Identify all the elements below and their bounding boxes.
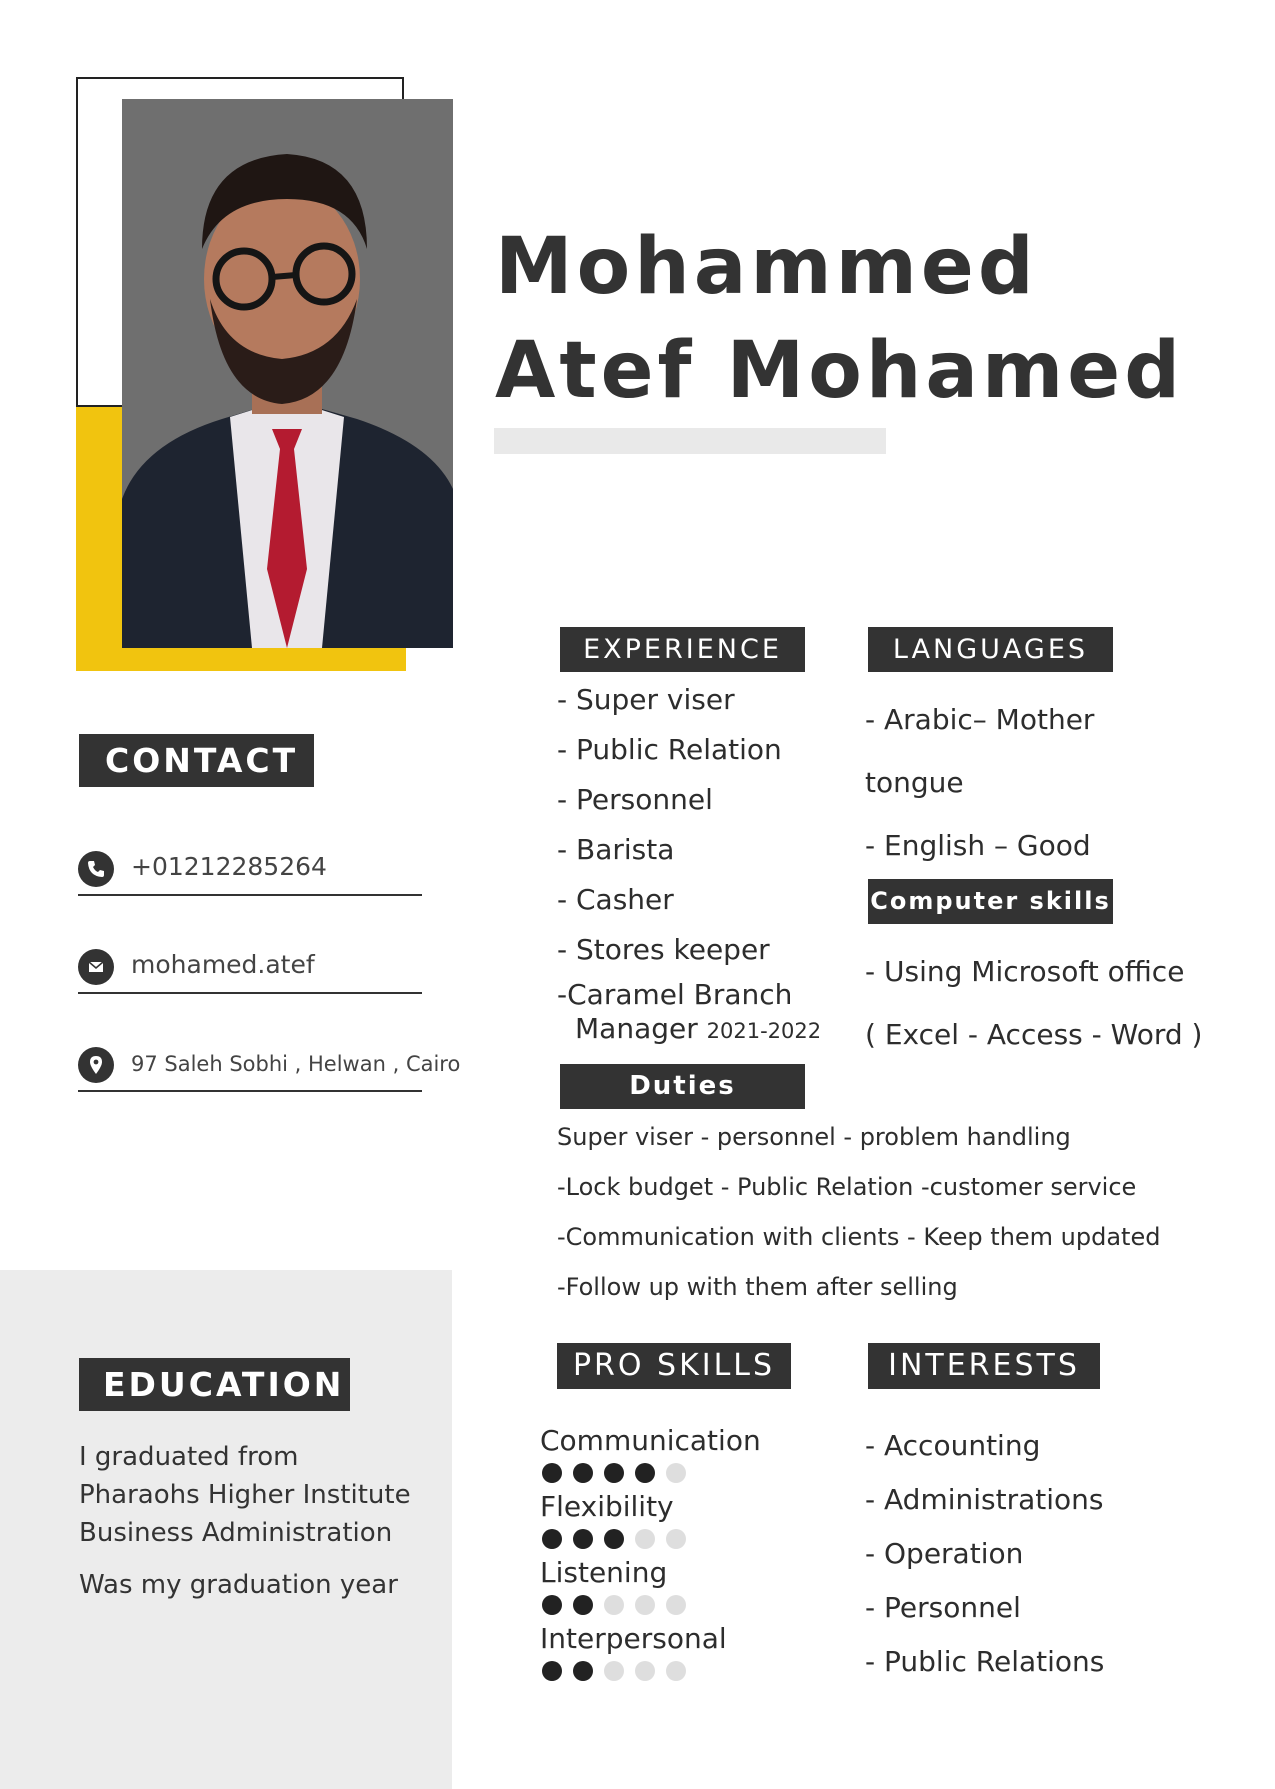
experience-item-manager — [557, 978, 821, 1048]
address-text: 97 Saleh Sobhi , Helwan , Cairo — [131, 1052, 461, 1076]
full-name — [495, 215, 1184, 423]
rating-dot-filled — [573, 1595, 593, 1615]
experience-item: - Stores keeper — [557, 933, 770, 966]
rating-dot-filled — [573, 1463, 593, 1483]
phone-icon — [78, 851, 114, 887]
duty-item: -Lock budget - Public Relation -customer service — [557, 1173, 1137, 1201]
rating-dot-empty — [635, 1595, 655, 1615]
language-item: - English – Good — [865, 829, 1091, 862]
duty-item: -Follow up with them after selling — [557, 1273, 958, 1301]
rating-dot-filled — [542, 1595, 562, 1615]
contact-divider — [78, 894, 422, 896]
rating-dot-filled — [573, 1661, 593, 1681]
language-item: tongue — [865, 766, 964, 799]
experience-heading: EXPERIENCE — [560, 627, 805, 672]
rating-dot-empty — [604, 1595, 624, 1615]
interest-item: - Operation — [865, 1537, 1024, 1570]
rating-dot-filled — [542, 1463, 562, 1483]
skill-item — [540, 1556, 820, 1620]
email-address: mohamed.atef — [131, 950, 315, 979]
pro-skills-heading: PRO SKILLS — [557, 1343, 791, 1389]
rating-dot-filled — [635, 1463, 655, 1483]
experience-manager-years: 2021-2022 — [706, 1019, 822, 1043]
education-heading: EDUCATION — [79, 1358, 350, 1411]
duties-list — [557, 1112, 1207, 1312]
rating-dot-filled — [542, 1661, 562, 1681]
interests-list — [865, 1419, 1215, 1689]
experience-item: - Super viser — [557, 683, 735, 716]
languages-heading: LANGUAGES — [868, 627, 1113, 672]
contact-divider — [78, 992, 422, 994]
pro-skills-list — [540, 1424, 820, 1688]
rating-dot-filled — [573, 1529, 593, 1549]
experience-manager-line-1: -Caramel Branch — [557, 978, 793, 1011]
skill-rating — [540, 1590, 820, 1620]
language-item: - Arabic– Mother — [865, 703, 1095, 736]
skill-name: Listening — [540, 1556, 668, 1589]
computer-skills-list — [865, 940, 1215, 1066]
profile-photo — [122, 99, 453, 648]
education-line: I graduated from — [79, 1442, 299, 1472]
contact-phone — [78, 838, 423, 896]
name-line-2: Atef Mohamed — [495, 326, 1185, 416]
experience-manager-line-2 — [557, 1012, 821, 1048]
skill-name: Interpersonal — [540, 1622, 727, 1655]
duty-item: Super viser - personnel - problem handling — [557, 1123, 1071, 1151]
contact-address — [78, 1034, 461, 1092]
interest-item: - Accounting — [865, 1429, 1041, 1462]
experience-item: - Personnel — [557, 783, 713, 816]
rating-dot-empty — [635, 1529, 655, 1549]
education-line: Pharaohs Higher Institute — [79, 1480, 411, 1510]
person-photo-icon — [122, 99, 453, 648]
languages-list — [865, 688, 1215, 877]
rating-dot-filled — [604, 1529, 624, 1549]
location-pin-icon — [78, 1047, 114, 1083]
computer-skill-item: - Using Microsoft office — [865, 955, 1185, 988]
contact-heading: CONTACT — [79, 734, 314, 787]
rating-dot-empty — [666, 1661, 686, 1681]
computer-skill-item: ( Excel - Access - Word ) — [865, 1018, 1203, 1051]
skill-name: Flexibility — [540, 1490, 674, 1523]
rating-dot-empty — [666, 1595, 686, 1615]
interest-item: - Administrations — [865, 1483, 1104, 1516]
rating-dot-empty — [666, 1529, 686, 1549]
graduation-year-line: Was my graduation year — [79, 1570, 398, 1600]
rating-dot-filled — [542, 1529, 562, 1549]
interest-item: - Personnel — [865, 1591, 1021, 1624]
duty-item: -Communication with clients - Keep them updated — [557, 1223, 1161, 1251]
experience-list — [557, 675, 857, 975]
rating-dot-empty — [666, 1463, 686, 1483]
experience-manager-title: Manager — [575, 1012, 698, 1045]
email-icon — [78, 949, 114, 985]
skill-item — [540, 1424, 820, 1488]
skill-rating — [540, 1524, 820, 1554]
rating-dot-filled — [604, 1463, 624, 1483]
name-underline-bar — [494, 428, 886, 454]
phone-number: +01212285264 — [131, 852, 327, 881]
experience-item: - Public Relation — [557, 733, 782, 766]
duties-heading: Duties — [560, 1064, 805, 1109]
skill-rating — [540, 1656, 820, 1686]
interest-item: - Public Relations — [865, 1645, 1105, 1678]
rating-dot-empty — [604, 1661, 624, 1681]
rating-dot-empty — [635, 1661, 655, 1681]
education-line: Business Administration — [79, 1518, 393, 1548]
skill-rating — [540, 1458, 820, 1488]
skill-item — [540, 1490, 820, 1554]
education-text — [79, 1438, 439, 1604]
interests-heading: INTERESTS — [868, 1343, 1100, 1389]
computer-skills-heading: Computer skills — [868, 879, 1113, 924]
contact-divider — [78, 1090, 422, 1092]
experience-item: - Barista — [557, 833, 675, 866]
contact-email — [78, 936, 423, 994]
experience-item: - Casher — [557, 883, 674, 916]
name-line-1: Mohammed — [495, 222, 1038, 312]
skill-name: Communication — [540, 1424, 761, 1457]
skill-item — [540, 1622, 820, 1686]
